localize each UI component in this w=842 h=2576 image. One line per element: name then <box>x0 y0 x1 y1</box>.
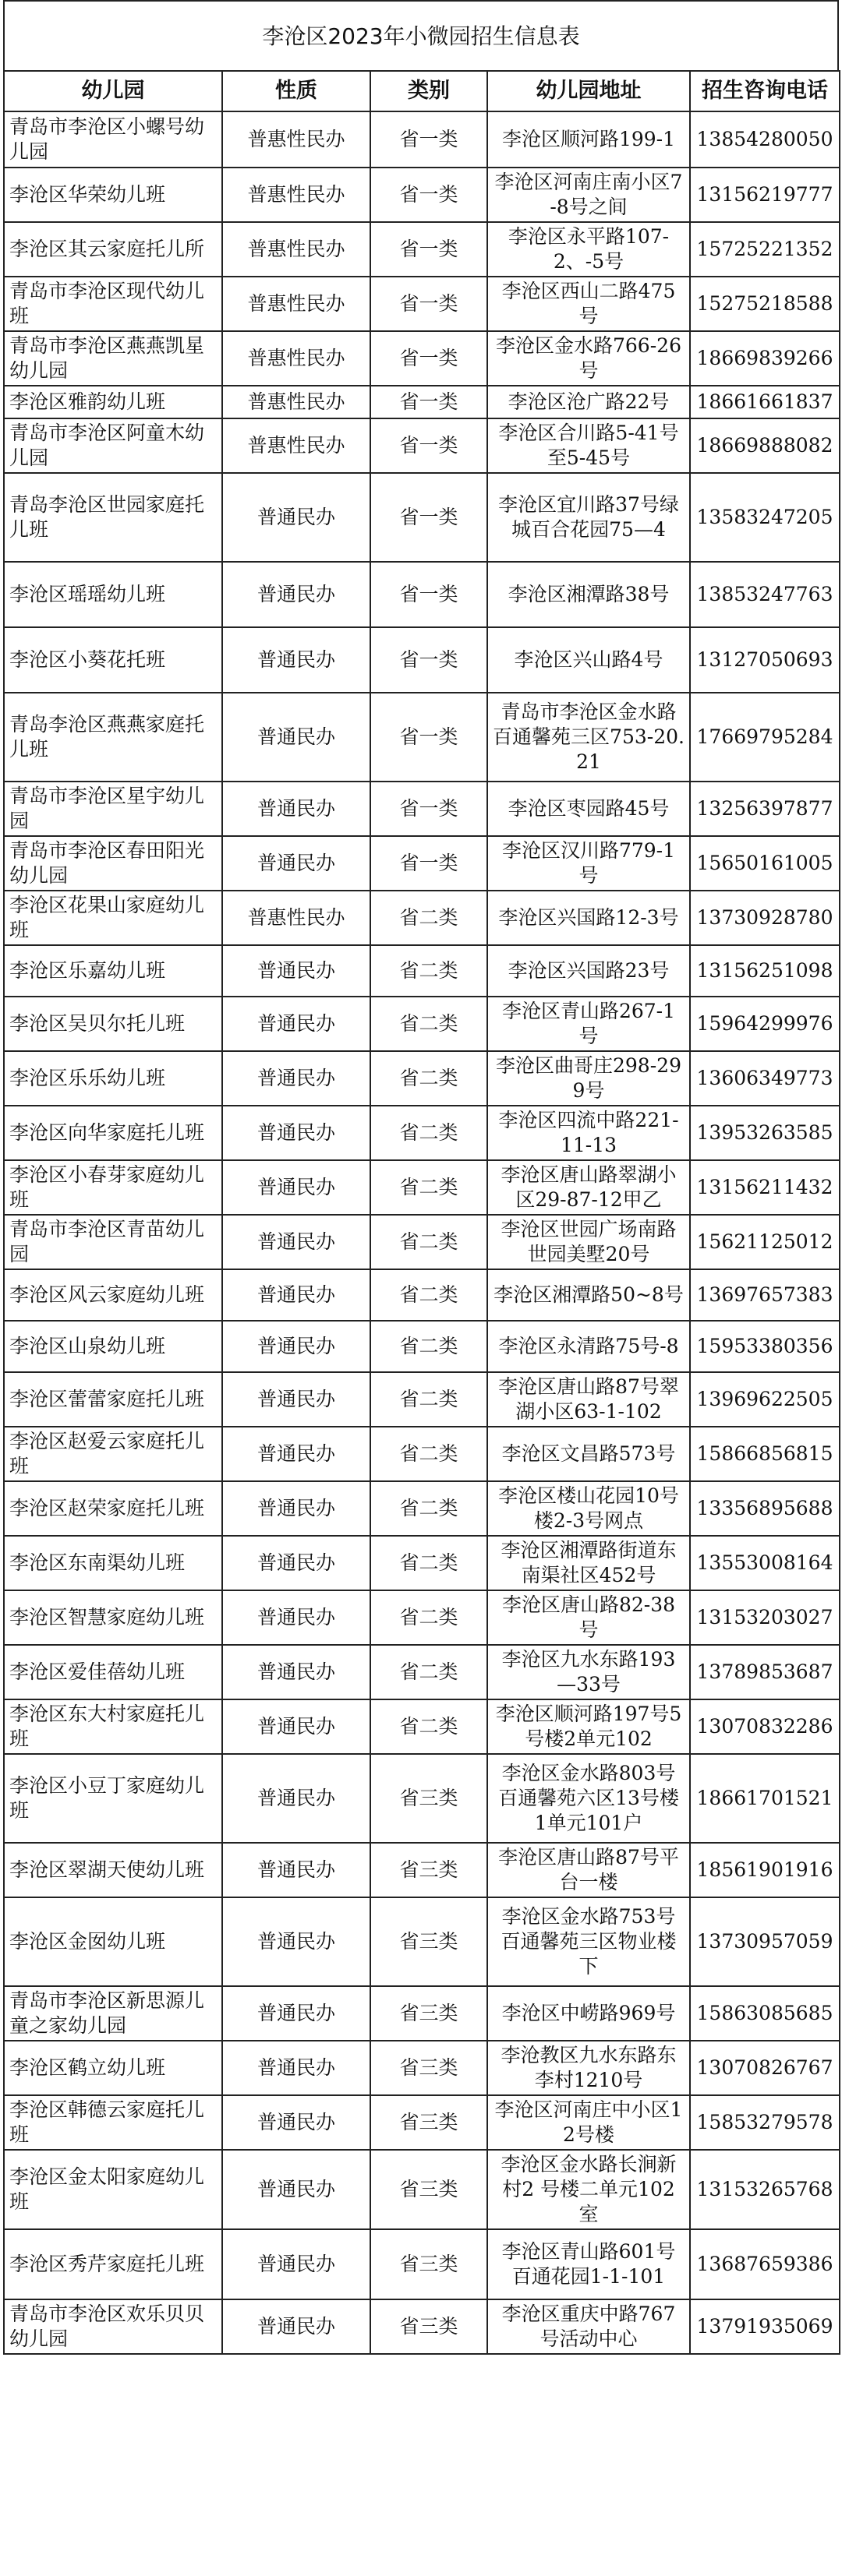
category-cell: 省三类 <box>370 2229 487 2299</box>
nature-cell: 普通民办 <box>222 2229 370 2299</box>
address-cell: 李沧区唐山路翠湖小区29-87-12甲乙 <box>487 1160 690 1215</box>
phone-cell: 15953380356 <box>690 1321 840 1372</box>
address-cell: 李沧区金水路长涧新村2 号楼二单元102室 <box>487 2150 690 2229</box>
address-cell: 李沧区河南庄南小区7-8号之间 <box>487 168 690 222</box>
address-cell: 李沧区中崂路969号 <box>487 1986 690 2041</box>
nature-cell: 普通民办 <box>222 1754 370 1843</box>
phone-cell: 13153265768 <box>690 2150 840 2229</box>
nature-cell: 普通民办 <box>222 2095 370 2150</box>
table-row <box>4 386 840 418</box>
phone-cell: 13730957059 <box>690 1897 840 1986</box>
address-cell: 李沧区九水东路193—33号 <box>487 1645 690 1699</box>
nature-cell: 普通民办 <box>222 2150 370 2229</box>
kindergarten-name-cell: 青岛市李沧区阿童木幼儿园 <box>4 418 222 473</box>
phone-cell: 15275218588 <box>690 277 840 331</box>
nature-cell: 普惠性民办 <box>222 168 370 222</box>
category-cell: 省二类 <box>370 1645 487 1699</box>
table-row <box>4 1321 840 1372</box>
address-cell: 李沧区河南庄中小区12号楼 <box>487 2095 690 2150</box>
kindergarten-name-cell: 李沧区金太阳家庭幼儿班 <box>4 2150 222 2229</box>
kindergarten-name-cell: 李沧区小葵花托班 <box>4 627 222 693</box>
address-cell: 李沧区宜川路37号绿城百合花园75—4 <box>487 473 690 562</box>
kindergarten-name-cell: 青岛李沧区世园家庭托儿班 <box>4 473 222 562</box>
phone-cell: 13969622505 <box>690 1372 840 1427</box>
phone-cell: 13356895688 <box>690 1481 840 1536</box>
address-cell: 李沧区湘潭路38号 <box>487 562 690 627</box>
address-cell: 李沧区湘潭路50~8号 <box>487 1269 690 1321</box>
nature-cell: 普通民办 <box>222 1986 370 2041</box>
nature-cell: 普惠性民办 <box>222 111 370 168</box>
category-cell: 省三类 <box>370 2299 487 2354</box>
kindergarten-name-cell: 青岛李沧区燕燕家庭托儿班 <box>4 693 222 782</box>
address-cell: 李沧区唐山路87号平台一楼 <box>487 1843 690 1897</box>
category-cell: 省一类 <box>370 111 487 168</box>
nature-cell: 普通民办 <box>222 627 370 693</box>
enrollment-table <box>3 70 840 2355</box>
table-row <box>4 2150 840 2229</box>
phone-cell: 13070826767 <box>690 2041 840 2095</box>
nature-cell: 普通民办 <box>222 2299 370 2354</box>
kindergarten-name-cell: 李沧区东南渠幼儿班 <box>4 1536 222 1590</box>
table-row <box>4 693 840 782</box>
address-cell: 李沧区金水路803号百通馨苑六区13号楼1单元101户 <box>487 1754 690 1843</box>
phone-cell: 17669795284 <box>690 693 840 782</box>
column-header-nature: 性质 <box>222 71 370 111</box>
address-cell: 李沧区顺河路199-1 <box>487 111 690 168</box>
table-row <box>4 1590 840 1645</box>
kindergarten-name-cell: 青岛市李沧区燕燕凯星幼儿园 <box>4 331 222 386</box>
nature-cell: 普通民办 <box>222 562 370 627</box>
phone-cell: 13789853687 <box>690 1645 840 1699</box>
kindergarten-name-cell: 李沧区金囡幼儿班 <box>4 1897 222 1986</box>
category-cell: 省二类 <box>370 1160 487 1215</box>
category-cell: 省三类 <box>370 1843 487 1897</box>
phone-cell: 13156211432 <box>690 1160 840 1215</box>
table-row <box>4 1699 840 1754</box>
address-cell: 李沧区唐山路87号翠湖小区63-1-102 <box>487 1372 690 1427</box>
kindergarten-name-cell: 李沧区韩德云家庭托儿班 <box>4 2095 222 2150</box>
table-row <box>4 1536 840 1590</box>
table-row <box>4 2041 840 2095</box>
phone-cell: 13953263585 <box>690 1106 840 1160</box>
phone-cell: 15964299976 <box>690 997 840 1051</box>
nature-cell: 普通民办 <box>222 1160 370 1215</box>
category-cell: 省一类 <box>370 222 487 277</box>
category-cell: 省三类 <box>370 1897 487 1986</box>
category-cell: 省一类 <box>370 168 487 222</box>
phone-cell: 13853247763 <box>690 562 840 627</box>
kindergarten-name-cell: 李沧区雅韵幼儿班 <box>4 386 222 418</box>
category-cell: 省三类 <box>370 2041 487 2095</box>
kindergarten-name-cell: 李沧区赵爱云家庭托儿班 <box>4 1427 222 1481</box>
kindergarten-name-cell: 李沧区智慧家庭幼儿班 <box>4 1590 222 1645</box>
table-row <box>4 222 840 277</box>
category-cell: 省一类 <box>370 418 487 473</box>
category-cell: 省三类 <box>370 2150 487 2229</box>
kindergarten-name-cell: 青岛市李沧区星宇幼儿园 <box>4 782 222 836</box>
address-cell: 李沧区青山路601号百通花园1-1-101 <box>487 2229 690 2299</box>
phone-cell: 18661661837 <box>690 386 840 418</box>
address-cell: 李沧区唐山路82-38号 <box>487 1590 690 1645</box>
address-cell: 李沧区永平路107-2、-5号 <box>487 222 690 277</box>
nature-cell: 普惠性民办 <box>222 386 370 418</box>
nature-cell: 普通民办 <box>222 1321 370 1372</box>
kindergarten-name-cell: 李沧区乐嘉幼儿班 <box>4 945 222 997</box>
table-row <box>4 1897 840 1986</box>
category-cell: 省三类 <box>370 1986 487 2041</box>
phone-cell: 13854280050 <box>690 111 840 168</box>
address-cell: 李沧区顺河路197号5号楼2单元102 <box>487 1699 690 1754</box>
column-header-address: 幼儿园地址 <box>487 71 690 111</box>
table-row <box>4 1160 840 1215</box>
address-cell: 李沧区枣园路45号 <box>487 782 690 836</box>
kindergarten-name-cell: 青岛市李沧区小螺号幼儿园 <box>4 111 222 168</box>
kindergarten-name-cell: 青岛市李沧区欢乐贝贝幼儿园 <box>4 2299 222 2354</box>
table-row <box>4 1372 840 1427</box>
nature-cell: 普通民办 <box>222 1645 370 1699</box>
nature-cell: 普通民办 <box>222 2041 370 2095</box>
category-cell: 省一类 <box>370 782 487 836</box>
address-cell: 李沧区兴山路4号 <box>487 627 690 693</box>
table-row <box>4 627 840 693</box>
kindergarten-name-cell: 李沧区吴贝尔托儿班 <box>4 997 222 1051</box>
category-cell: 省二类 <box>370 1051 487 1106</box>
kindergarten-name-cell: 李沧区其云家庭托儿所 <box>4 222 222 277</box>
column-header-phone: 招生咨询电话 <box>690 71 840 111</box>
category-cell: 省二类 <box>370 1699 487 1754</box>
kindergarten-name-cell: 李沧区赵荣家庭托儿班 <box>4 1481 222 1536</box>
table-row <box>4 1106 840 1160</box>
category-cell: 省二类 <box>370 1321 487 1372</box>
kindergarten-name-cell: 李沧区小豆丁家庭幼儿班 <box>4 1754 222 1843</box>
phone-cell: 18669888082 <box>690 418 840 473</box>
nature-cell: 普通民办 <box>222 1536 370 1590</box>
table-row <box>4 836 840 891</box>
phone-cell: 13127050693 <box>690 627 840 693</box>
address-cell: 李沧区世园广场南路世园美墅20号 <box>487 1215 690 1269</box>
table-row <box>4 782 840 836</box>
address-cell: 李沧教区九水东路东李村1210号 <box>487 2041 690 2095</box>
category-cell: 省二类 <box>370 1372 487 1427</box>
nature-cell: 普通民办 <box>222 1843 370 1897</box>
table-row <box>4 891 840 945</box>
kindergarten-name-cell: 李沧区乐乐幼儿班 <box>4 1051 222 1106</box>
kindergarten-name-cell: 李沧区小春芽家庭幼儿班 <box>4 1160 222 1215</box>
nature-cell: 普通民办 <box>222 836 370 891</box>
nature-cell: 普通民办 <box>222 1481 370 1536</box>
phone-cell: 13256397877 <box>690 782 840 836</box>
category-cell: 省二类 <box>370 1536 487 1590</box>
column-header-kindergarten: 幼儿园 <box>4 71 222 111</box>
kindergarten-name-cell: 李沧区花果山家庭幼儿班 <box>4 891 222 945</box>
table-row <box>4 1986 840 2041</box>
table-row <box>4 562 840 627</box>
kindergarten-name-cell: 李沧区向华家庭托儿班 <box>4 1106 222 1160</box>
table-row <box>4 997 840 1051</box>
table-body <box>4 111 840 2354</box>
category-cell: 省一类 <box>370 693 487 782</box>
kindergarten-name-cell: 李沧区东大村家庭托儿班 <box>4 1699 222 1754</box>
kindergarten-name-cell: 李沧区秀芹家庭托儿班 <box>4 2229 222 2299</box>
column-header-category: 类别 <box>370 71 487 111</box>
table-row <box>4 111 840 168</box>
category-cell: 省一类 <box>370 562 487 627</box>
address-cell: 李沧区合川路5-41号至5-45号 <box>487 418 690 473</box>
table-row <box>4 418 840 473</box>
category-cell: 省二类 <box>370 1481 487 1536</box>
phone-cell: 13156251098 <box>690 945 840 997</box>
phone-cell: 18669839266 <box>690 331 840 386</box>
nature-cell: 普通民办 <box>222 1699 370 1754</box>
nature-cell: 普惠性民办 <box>222 222 370 277</box>
phone-cell: 18661701521 <box>690 1754 840 1843</box>
nature-cell: 普通民办 <box>222 1897 370 1986</box>
nature-cell: 普通民办 <box>222 1427 370 1481</box>
address-cell: 李沧区西山二路475号 <box>487 277 690 331</box>
phone-cell: 13606349773 <box>690 1051 840 1106</box>
phone-cell: 13697657383 <box>690 1269 840 1321</box>
nature-cell: 普通民办 <box>222 693 370 782</box>
nature-cell: 普惠性民办 <box>222 891 370 945</box>
phone-cell: 13156219777 <box>690 168 840 222</box>
category-cell: 省一类 <box>370 277 487 331</box>
kindergarten-name-cell: 青岛市李沧区青苗幼儿园 <box>4 1215 222 1269</box>
category-cell: 省三类 <box>370 1754 487 1843</box>
table-row <box>4 331 840 386</box>
nature-cell: 普通民办 <box>222 473 370 562</box>
category-cell: 省二类 <box>370 891 487 945</box>
phone-cell: 15866856815 <box>690 1427 840 1481</box>
address-cell: 李沧区楼山花园10号楼2-3号网点 <box>487 1481 690 1536</box>
nature-cell: 普通民办 <box>222 1215 370 1269</box>
nature-cell: 普惠性民办 <box>222 277 370 331</box>
kindergarten-name-cell: 青岛市李沧区新思源儿童之家幼儿园 <box>4 1986 222 2041</box>
table-row <box>4 1269 840 1321</box>
category-cell: 省二类 <box>370 997 487 1051</box>
address-cell: 青岛市李沧区金水路百通馨苑三区753-20.21 <box>487 693 690 782</box>
table-title: 李沧区2023年小微园招生信息表 <box>3 0 839 70</box>
phone-cell: 13553008164 <box>690 1536 840 1590</box>
nature-cell: 普通民办 <box>222 1106 370 1160</box>
table-row <box>4 1427 840 1481</box>
kindergarten-name-cell: 青岛市李沧区现代幼儿班 <box>4 277 222 331</box>
category-cell: 省二类 <box>370 1427 487 1481</box>
kindergarten-name-cell: 李沧区华荣幼儿班 <box>4 168 222 222</box>
address-cell: 李沧区文昌路573号 <box>487 1427 690 1481</box>
table-row <box>4 277 840 331</box>
kindergarten-name-cell: 李沧区瑶瑶幼儿班 <box>4 562 222 627</box>
category-cell: 省二类 <box>370 1590 487 1645</box>
phone-cell: 15621125012 <box>690 1215 840 1269</box>
category-cell: 省一类 <box>370 386 487 418</box>
category-cell: 省二类 <box>370 1215 487 1269</box>
table-row <box>4 1754 840 1843</box>
table-row <box>4 2229 840 2299</box>
nature-cell: 普通民办 <box>222 1269 370 1321</box>
header-row <box>4 71 840 111</box>
phone-cell: 13730928780 <box>690 891 840 945</box>
category-cell: 省一类 <box>370 836 487 891</box>
address-cell: 李沧区曲哥庄298-299号 <box>487 1051 690 1106</box>
nature-cell: 普惠性民办 <box>222 331 370 386</box>
table-row <box>4 1481 840 1536</box>
phone-cell: 13153203027 <box>690 1590 840 1645</box>
table-row <box>4 1215 840 1269</box>
category-cell: 省一类 <box>370 627 487 693</box>
table-row <box>4 168 840 222</box>
kindergarten-name-cell: 李沧区鹤立幼儿班 <box>4 2041 222 2095</box>
category-cell: 省二类 <box>370 945 487 997</box>
phone-cell: 15725221352 <box>690 222 840 277</box>
nature-cell: 普通民办 <box>222 1590 370 1645</box>
phone-cell: 13687659386 <box>690 2229 840 2299</box>
table-row <box>4 1843 840 1897</box>
table-row <box>4 945 840 997</box>
address-cell: 李沧区永清路75号-8 <box>487 1321 690 1372</box>
nature-cell: 普通民办 <box>222 1372 370 1427</box>
address-cell: 李沧区湘潭路街道东南渠社区452号 <box>487 1536 690 1590</box>
kindergarten-name-cell: 李沧区风云家庭幼儿班 <box>4 1269 222 1321</box>
table-row <box>4 2095 840 2150</box>
address-cell: 李沧区沧广路22号 <box>487 386 690 418</box>
nature-cell: 普通民办 <box>222 997 370 1051</box>
category-cell: 省二类 <box>370 1106 487 1160</box>
address-cell: 李沧区青山路267-1号 <box>487 997 690 1051</box>
nature-cell: 普通民办 <box>222 782 370 836</box>
phone-cell: 15863085685 <box>690 1986 840 2041</box>
table-row <box>4 2299 840 2354</box>
table-row <box>4 1645 840 1699</box>
address-cell: 李沧区四流中路221-11-13 <box>487 1106 690 1160</box>
address-cell: 李沧区兴国路23号 <box>487 945 690 997</box>
address-cell: 李沧区金水路753号 百通馨苑三区物业楼下 <box>487 1897 690 1986</box>
phone-cell: 13070832286 <box>690 1699 840 1754</box>
address-cell: 李沧区金水路766-26号 <box>487 331 690 386</box>
category-cell: 省一类 <box>370 331 487 386</box>
kindergarten-name-cell: 青岛市李沧区春田阳光幼儿园 <box>4 836 222 891</box>
address-cell: 李沧区兴国路12-3号 <box>487 891 690 945</box>
category-cell: 省一类 <box>370 473 487 562</box>
phone-cell: 13583247205 <box>690 473 840 562</box>
nature-cell: 普通民办 <box>222 1051 370 1106</box>
phone-cell: 13791935069 <box>690 2299 840 2354</box>
address-cell: 李沧区汉川路779-1号 <box>487 836 690 891</box>
nature-cell: 普惠性民办 <box>222 418 370 473</box>
table-row <box>4 473 840 562</box>
kindergarten-name-cell: 李沧区爱佳蓓幼儿班 <box>4 1645 222 1699</box>
category-cell: 省二类 <box>370 1269 487 1321</box>
phone-cell: 18561901916 <box>690 1843 840 1897</box>
category-cell: 省三类 <box>370 2095 487 2150</box>
kindergarten-name-cell: 李沧区翠湖天使幼儿班 <box>4 1843 222 1897</box>
phone-cell: 15650161005 <box>690 836 840 891</box>
address-cell: 李沧区重庆中路767号活动中心 <box>487 2299 690 2354</box>
kindergarten-name-cell: 李沧区山泉幼儿班 <box>4 1321 222 1372</box>
table-row <box>4 1051 840 1106</box>
phone-cell: 15853279578 <box>690 2095 840 2150</box>
kindergarten-name-cell: 李沧区蕾蕾家庭托儿班 <box>4 1372 222 1427</box>
nature-cell: 普通民办 <box>222 945 370 997</box>
